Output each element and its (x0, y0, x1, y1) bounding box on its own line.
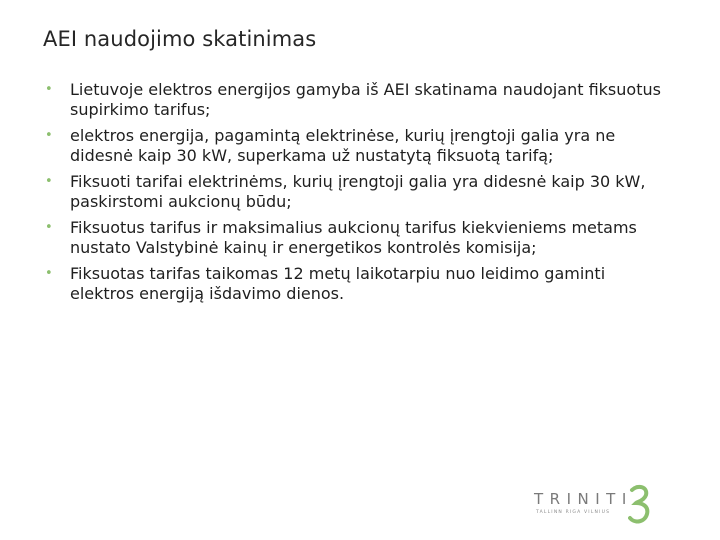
list-item (43, 218, 673, 258)
list-item (43, 80, 673, 120)
list-item-text: elektros energija, pagamintą elektrinėse, kurių įrengtoji galia yra ne didesnė kaip 30 kW, superkama už nustatytą fiksuotą tarifą; (70, 126, 616, 165)
bullet-list (43, 80, 673, 310)
list-item-text: Lietuvoje elektros energijos gamyba iš AEI skatinama naudojant fiksuotus supirkimo tarifus; (70, 80, 661, 119)
list-item (43, 126, 673, 166)
list-item-text: Fiksuoti tarifai elektrinėms, kurių įrengtoji galia yra didesnė kaip 30 kW, paskirstomi aukcionų būdu; (70, 172, 646, 211)
company-logo (534, 482, 654, 528)
bullet-dot-icon: • (45, 128, 53, 143)
logo-tagline: TALLINN RIGA VILNIUS (536, 510, 611, 515)
logo-wordmark: TRINITI (534, 490, 633, 508)
bullet-dot-icon: • (45, 174, 53, 189)
list-item (43, 172, 673, 212)
bullet-dot-icon: • (45, 82, 53, 97)
list-item (43, 264, 673, 304)
triniti-3-logo-icon (628, 484, 650, 524)
bullet-dot-icon: • (45, 266, 53, 281)
list-item-text: Fiksuotas tarifas taikomas 12 metų laikotarpiu nuo leidimo gaminti elektros energiją išdavimo dienos. (70, 264, 606, 303)
bullet-dot-icon: • (45, 220, 53, 235)
page-title: AEI naudojimo skatinimas (43, 27, 317, 51)
list-item-text: Fiksuotus tarifus ir maksimalius aukcionų tarifus kiekvieniems metams nustato Valstybinė kainų ir energetikos kontrolės komisija; (70, 218, 637, 257)
